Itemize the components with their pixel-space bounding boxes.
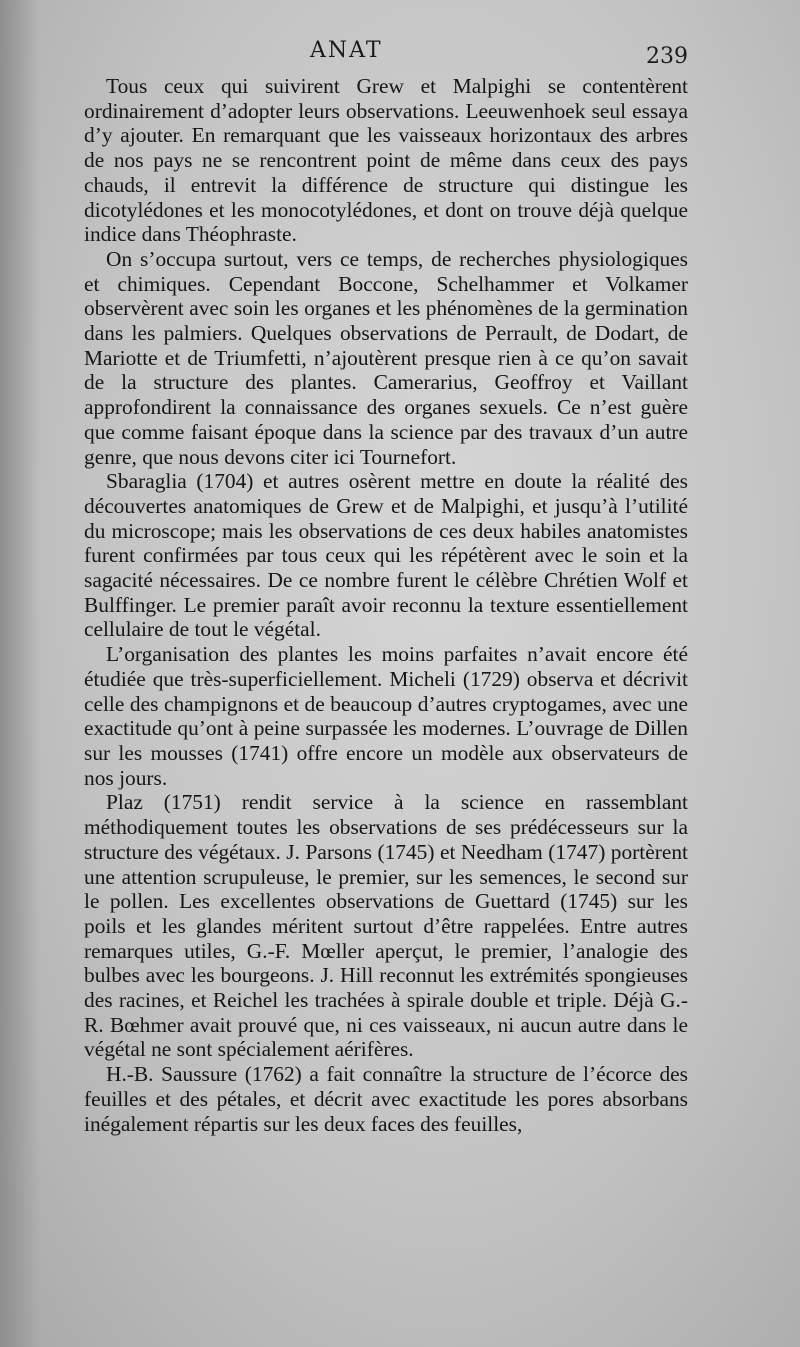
paragraph-micheli: L’organisation des plantes les moins parfaites n’avait encore été étudiée que très-superficiellement. Micheli (1729) observa et décrivit celle des champignons et de beaucoup d’autres cryptogames, avec une exactitude qu’ont à peine surpassée les modernes. L’ouvrage de Dillen sur les mousses (1741) offre encore un modèle aux observateurs de nos jours. xyxy=(84,642,688,790)
page-number: 239 xyxy=(646,44,688,69)
running-head: ANAT xyxy=(310,38,383,63)
paragraph-sbaraglia: Sbaraglia (1704) et autres osèrent mettre en doute la réalité des découvertes anatomiques de Grew et de Malpighi, et jusqu’à l’utilité du microscope; mais les observations de ces deux habiles anatomistes furent confirmées par tous ceux qui les répétèrent avec le soin et la sagacité nécessaires. De ce nombre furent le célèbre Chrétien Wolf et Bulffinger. Le premier paraît avoir reconnu la texture essentiellement cellulaire de tout le végétal. xyxy=(84,469,688,642)
page-header xyxy=(84,38,690,78)
body-text xyxy=(84,74,688,1136)
paragraph-physiology: On s’occupa surtout, vers ce temps, de recherches physiologiques et chimiques. Cependant Boccone, Schelhammer et Volkamer observèrent avec soin les organes et les phénomènes de la germination dans les palmiers. Quelques observations de Perrault, de Dodart, de Mariotte et de Triumfetti, n’ajoutèrent presque rien à ce qu’on savait de la structure des plantes. Camerarius, Geoffroy et Vaillant approfondirent la connaissance des organes sexuels. Ce n’est guère que comme faisant époque dans la science par des travaux d’un autre genre, que nous devons citer ici Tournefort. xyxy=(84,246,688,469)
paragraph-grew-malpighi: Tous ceux qui suivirent Grew et Malpighi se contentèrent ordinairement d’adopter leurs observations. Leeuwenhoek seul essaya d’y ajouter. En remarquant que les vaisseaux horizontaux des arbres de nos pays ne se rencontrent point de même dans ceux des pays chauds, il entrevit la différence de structure qui distingue les dicotylédones et les monocotylédones, et dont on trouve déjà quelque indice dans Théophraste. xyxy=(84,74,688,247)
paragraph-plaz: Plaz (1751) rendit service à la science en rassemblant méthodiquement toutes les observations de ses prédécesseurs sur la structure des végétaux. J. Parsons (1745) et Needham (1747) portèrent une attention scrupuleuse, le premier, sur les semences, le second sur le pollen. Les excellentes observations de Guettard (1745) sur les poils et les glandes méritent surtout d’être rappelées. Entre autres remarques utiles, G.-F. Mœller aperçut, le premier, l’analogie des bulbes avec les bourgeons. J. Hill reconnut les extrémités spongieuses des racines, et Reichel les trachées à spirale double et triple. Déjà G.-R. Bœhmer avait prouvé que, ni ces vaisseaux, ni aucun autre dans le végétal ne sont spécialement aérifères. xyxy=(84,790,688,1062)
paragraph-saussure: H.-B. Saussure (1762) a fait connaître la structure de l’écorce des feuilles et des pétales, et décrit avec exactitude les pores absorbans inégalement répartis sur les deux faces des feuilles, xyxy=(84,1062,688,1136)
